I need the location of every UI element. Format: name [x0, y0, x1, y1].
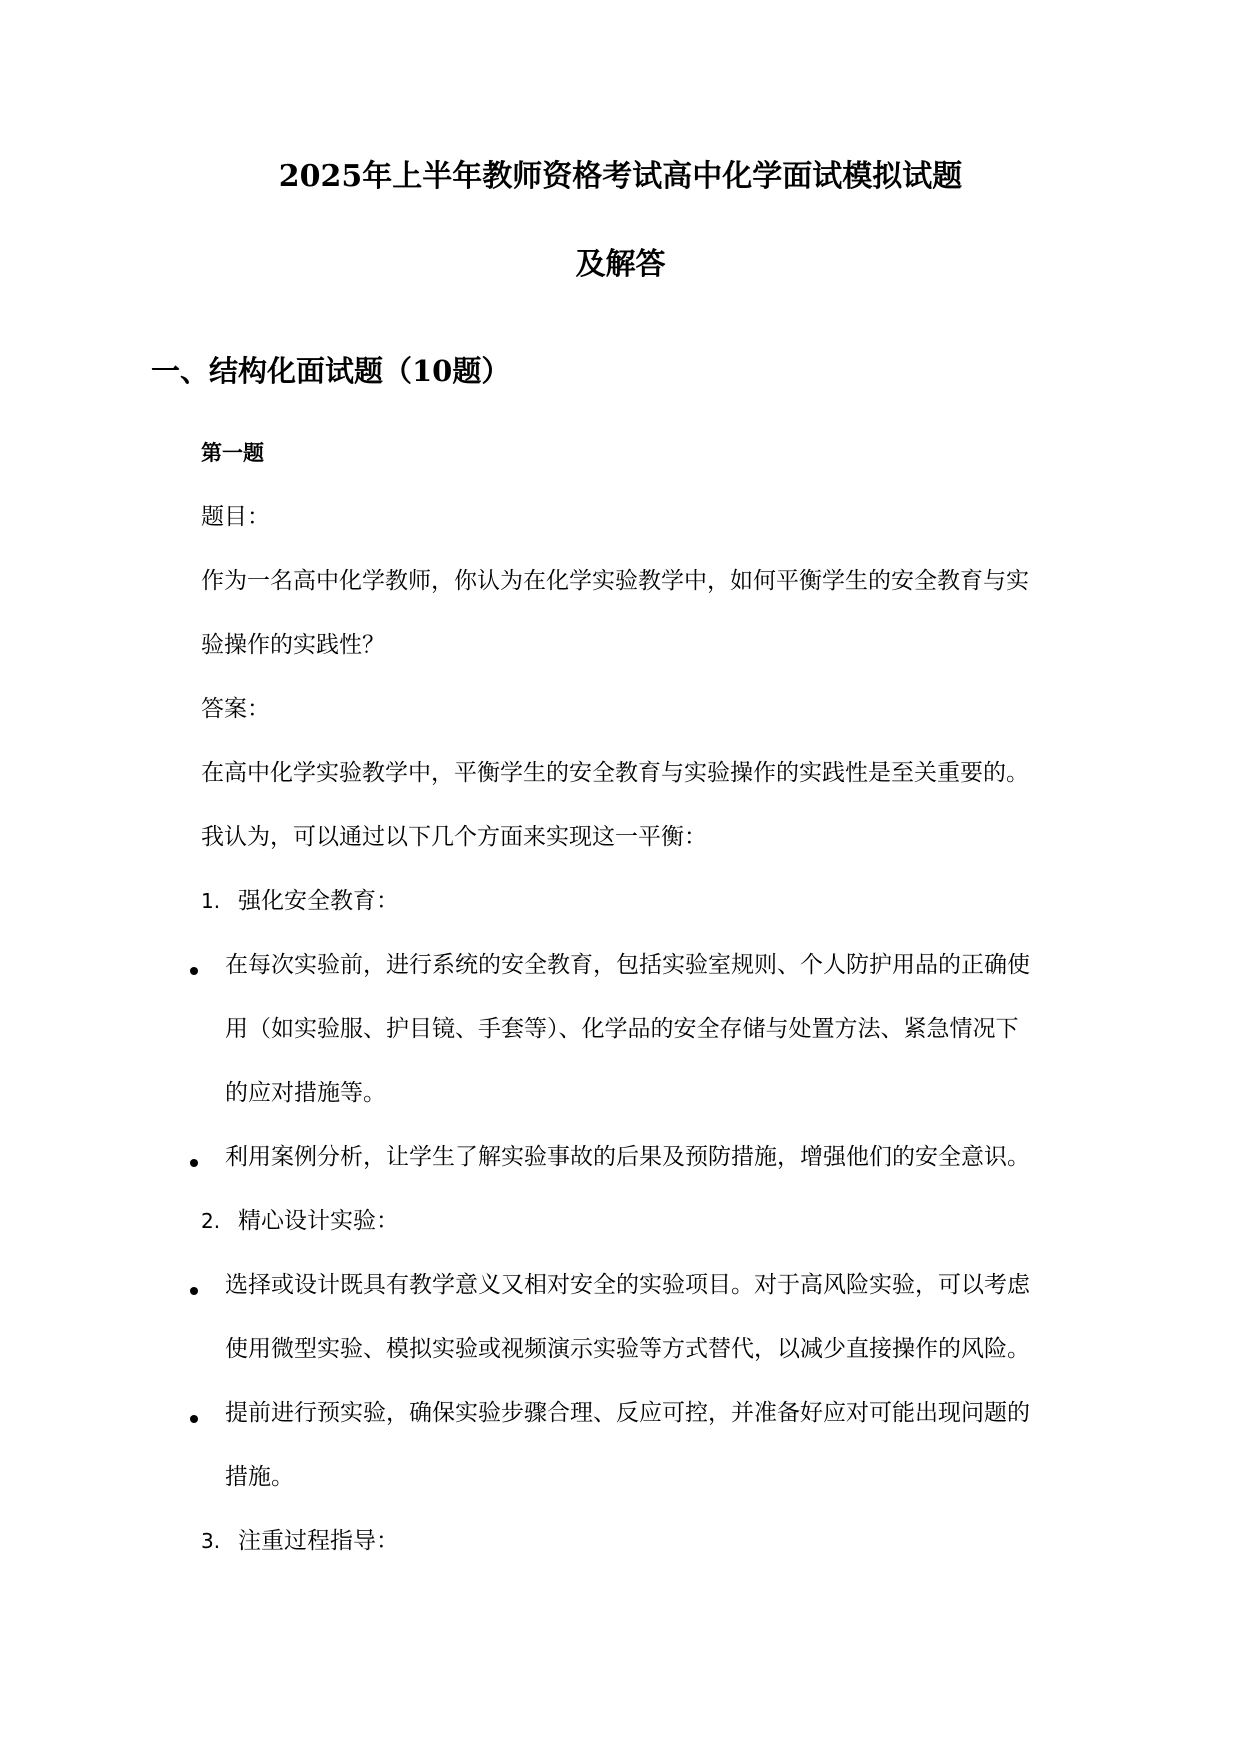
document-title-line-1: 2025年上半年教师资格考试高中化学面试模拟试题	[278, 159, 963, 194]
bullet-text-line: 提前进行预实验，确保实验步骤合理、反应可控，并准备好应对可能出现问题的	[225, 1400, 1030, 1426]
item-number: 2.	[201, 1209, 221, 1233]
bullet-text-line: 使用微型实验、模拟实验或视频演示实验等方式替代，以减少直接操作的风险。	[225, 1336, 1030, 1362]
bullet-dot-icon	[190, 1415, 198, 1423]
bullet-text-line: 选择或设计既具有教学意义又相对安全的实验项目。对于高风险实验，可以考虑	[225, 1272, 1030, 1298]
item-heading: 强化安全教育：	[238, 888, 399, 914]
answer-intro-line: 我认为，可以通过以下几个方面来实现这一平衡：	[201, 824, 707, 850]
bullet-dot-icon	[190, 1159, 198, 1167]
bullet-dot-icon	[190, 1287, 198, 1295]
bullet-text-line: 的应对措施等。	[225, 1080, 386, 1106]
question-title: 第一题	[201, 440, 264, 465]
document-title-line-2: 及解答	[575, 247, 666, 282]
bullet-dot-icon	[190, 967, 198, 975]
item-number: 1.	[201, 889, 221, 913]
prompt-label: 题目：	[201, 504, 270, 530]
answer-intro-line: 在高中化学实验教学中，平衡学生的安全教育与实验操作的实践性是至关重要的。	[201, 760, 1029, 786]
section-heading: 一、结构化面试题（10题）	[151, 354, 511, 388]
bullet-text-line: 用（如实验服、护目镜、手套等）、化学品的安全存储与处置方法、紧急情况下	[225, 1016, 1019, 1042]
answer-label: 答案：	[201, 696, 270, 722]
bullet-text-line: 利用案例分析，让学生了解实验事故的后果及预防措施，增强他们的安全意识。	[225, 1144, 1030, 1170]
item-heading: 精心设计实验：	[238, 1208, 399, 1234]
prompt-line: 验操作的实践性？	[201, 632, 385, 658]
item-number: 3.	[201, 1529, 221, 1553]
bullet-text-line: 措施。	[225, 1464, 294, 1490]
prompt-line: 作为一名高中化学教师，你认为在化学实验教学中，如何平衡学生的安全教育与实	[201, 568, 1029, 594]
bullet-text-line: 在每次实验前，进行系统的安全教育，包括实验室规则、个人防护用品的正确使	[225, 952, 1030, 978]
item-heading: 注重过程指导：	[238, 1528, 399, 1554]
